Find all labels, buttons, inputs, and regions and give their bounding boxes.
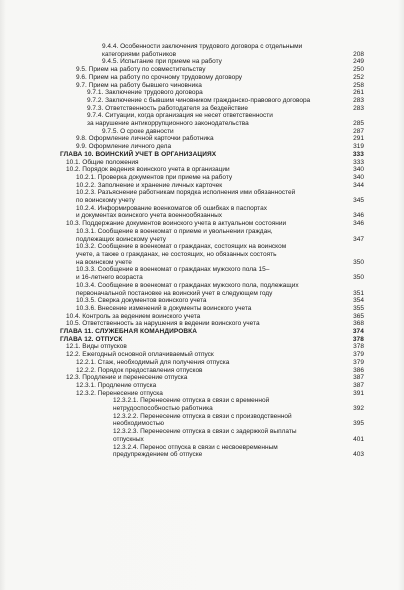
toc-chapter-heading (60, 151, 364, 159)
toc-entry-title: 9.8. Оформление личной карточки работника (76, 135, 214, 143)
toc-entry-title: 12.3.2. Перенесение отпуска (76, 389, 163, 397)
toc-entry (113, 428, 364, 443)
toc-entry (76, 243, 364, 266)
toc-entry (76, 305, 364, 313)
toc-entry-title: 10.2.4. Информирование военкоматов об ошибках в паспортах и документах воинского учета военнообязанных (76, 204, 267, 220)
toc-entry (102, 58, 364, 66)
toc-entry-title: 10.3.6. Внесение изменений в документы воинского учета (76, 304, 252, 312)
toc-page-number: 208 (353, 50, 364, 58)
toc-entry (113, 397, 364, 412)
toc-entry-title: 9.4.4. Особенности заключения трудового договора с отдельными категориями работников (102, 43, 303, 58)
toc-chapter-heading (60, 336, 364, 344)
toc-page-number: 365 (353, 312, 364, 320)
toc-entry (66, 313, 364, 321)
toc-page-number: 368 (353, 320, 364, 328)
toc-entry-title: 9.7.2. Заключение с бывшим чиновником гражданско-правового договора (87, 96, 311, 104)
toc-chapter-heading (60, 328, 364, 336)
toc-page-number: 374 (352, 328, 364, 336)
toc-entry-title: 12.2.1. Стаж, необходимый для получения отпуска (76, 358, 230, 366)
toc-page-number: 333 (352, 150, 364, 158)
toc-page-number: 386 (353, 366, 364, 374)
toc-entry-title: 9.7.1. Заключение трудового договора (87, 89, 203, 97)
toc-page-number: 285 (353, 120, 364, 128)
toc-entry (66, 166, 364, 174)
toc-entry-title: 10.2.2. Заполнение и хранение личных карточек (76, 181, 223, 189)
toc-entry-title: 12.1. Виды отпусков (66, 343, 127, 351)
toc-entry-title: 12.3.2.3. Перенесение отпуска в связи с задержкой выплаты отпускных (113, 428, 297, 443)
toc-entry (87, 105, 364, 113)
toc-entry (76, 282, 364, 297)
toc-entry (87, 89, 364, 97)
toc-entry (76, 174, 364, 182)
toc-page-number: 344 (353, 181, 364, 189)
toc-page-number: 258 (353, 81, 364, 89)
toc-entry-title: 10.1. Общие положения (66, 158, 139, 166)
toc-entry (66, 320, 364, 328)
toc-page-number: 387 (353, 381, 364, 389)
toc-page-number: 350 (353, 274, 364, 282)
toc-entry (76, 266, 364, 281)
toc-entry (113, 444, 364, 459)
toc-entry-title: 9.5. Прием на работу по совместительству (76, 66, 206, 74)
toc-page-number: 379 (353, 358, 364, 366)
toc-entry-title: 10.3.4. Сообщение в военкомат о гражданах мужского пола, подлежащих первоначальной постановке на воинский учет в следующем году (76, 281, 299, 297)
toc-entry-title: 10.2.1. Проверка документов при приеме на работу (76, 173, 233, 181)
toc-entry (76, 367, 364, 375)
toc-page-number: 347 (353, 235, 364, 243)
toc-entry-title: 9.7.4. Ситуации, когда организация не несет ответственности за нарушение антикоррупционного законодательства (87, 112, 273, 128)
toc-entry (87, 97, 364, 105)
toc-page-number: 249 (353, 58, 364, 66)
toc-page-number: 283 (353, 104, 364, 112)
toc-entry-title: 12.2. Ежегодный основной оплачиваемый отпуск (66, 351, 214, 359)
toc-entry-title: 10.2.3. Разъяснение работникам порядка исполнения ими обязанностей по воинскому учету (76, 189, 296, 205)
toc-entry-title: 12.3.1. Продление отпуска (76, 381, 157, 389)
toc-page-number: 391 (353, 389, 364, 397)
toc-entry (76, 228, 364, 243)
toc-entry-title: 10.5. Ответственность за нарушения в ведении воинского учета (66, 320, 260, 328)
toc-entry-title: ГЛАВА 12. ОТПУСК (60, 335, 123, 343)
toc-entry-title: 10.3.1. Сообщение в военкомат о приеме и увольнении граждан, подлежащих воинскому учету (76, 227, 273, 243)
toc-entry (113, 413, 364, 428)
toc-entry (66, 351, 364, 359)
toc-page-number: 287 (353, 127, 364, 135)
toc-page-number: 392 (353, 405, 364, 413)
toc-entry (76, 205, 364, 220)
toc-entry-title: 12.3.2.4. Перенос отпуска в связи с несвоевременным предупреждением об отпуске (113, 443, 278, 459)
toc-entry (66, 374, 364, 382)
toc-entry (76, 382, 364, 390)
toc-page-number: 378 (352, 335, 364, 343)
toc-page-number: 379 (353, 351, 364, 359)
toc-page-number: 401 (353, 435, 364, 443)
toc-entry (76, 143, 364, 151)
toc-page-number: 403 (353, 451, 364, 459)
toc-entry-title: 10.3.5. Сверка документов воинского учета (76, 297, 207, 305)
toc-page-number: 346 (353, 212, 364, 220)
toc-entry-title: ГЛАВА 10. ВОИНСКИЙ УЧЕТ В ОРГАНИЗАЦИЯХ (60, 150, 217, 158)
toc-entry-title: 9.6. Прием на работу по срочному трудовому договору (76, 73, 243, 81)
toc-entry-title: ГЛАВА 11. СЛУЖЕБНАЯ КОМАНДИРОВКА (60, 328, 198, 336)
toc-entry-title: 9.4.5. Испытание при приеме на работу (102, 58, 222, 66)
toc-page-number: 340 (353, 166, 364, 174)
toc-entry (102, 43, 364, 58)
toc-page-number: 378 (353, 343, 364, 351)
toc-page-number: 354 (353, 297, 364, 305)
table-of-contents (60, 43, 364, 459)
toc-entry-title: 10.3.3. Сообщение в военкомат о гражданах мужского пола 15– и 16-летнего возраста (76, 266, 270, 282)
toc-entry-title: 9.7. Прием на работу бывшего чиновника (76, 81, 202, 89)
toc-page-number: 395 (353, 420, 364, 428)
toc-page-number: 291 (353, 135, 364, 143)
toc-entry (76, 359, 364, 367)
toc-entry-title: 10.3. Поддержание документов воинского учета в актуальном состоянии (66, 220, 287, 228)
toc-page-number: 350 (353, 258, 364, 266)
toc-page-number: 340 (353, 173, 364, 181)
toc-entry-title: 12.3.2.2. Перенесение отпуска в связи с производственной необходимостью (113, 412, 292, 428)
toc-entry (76, 189, 364, 204)
toc-entry-title: 10.2. Порядок ведения воинского учета в организации (66, 166, 230, 174)
toc-page-number: 346 (353, 220, 364, 228)
toc-entry-title: 9.9. Оформление личного дела (76, 143, 172, 151)
toc-page-number: 355 (353, 304, 364, 312)
toc-page-number: 261 (353, 89, 364, 97)
toc-entry (76, 297, 364, 305)
toc-entry (66, 220, 364, 228)
toc-page-number: 333 (353, 158, 364, 166)
toc-page-number: 345 (353, 197, 364, 205)
toc-entry-title: 9.7.5. О сроке давности (102, 127, 174, 135)
toc-page-number: 252 (353, 73, 364, 81)
toc-page-number: 387 (353, 374, 364, 382)
toc-entry (66, 159, 364, 167)
toc-entry (76, 135, 364, 143)
toc-entry-title: 12.3. Продление и перенесение отпуска (66, 374, 188, 382)
toc-entry-title: 9.7.3. Ответственность работодателя за бездействие (87, 104, 249, 112)
toc-entry (66, 343, 364, 351)
toc-entry-title: 12.2.2. Порядок предоставления отпусков (76, 366, 203, 374)
toc-entry (87, 112, 364, 127)
toc-entry (76, 66, 364, 74)
toc-page-number: 283 (353, 96, 364, 104)
toc-entry (76, 74, 364, 82)
toc-entry (76, 82, 364, 90)
toc-entry-title: 10.4. Контроль за ведением воинского учета (66, 312, 201, 320)
toc-page-number: 351 (353, 289, 364, 297)
toc-page-number: 319 (353, 143, 364, 151)
toc-page-number: 250 (353, 66, 364, 74)
toc-entry-title: 12.3.2.1. Перенесение отпуска в связи с временной нетрудоспособностью работника (113, 397, 270, 413)
toc-entry-title: 10.3.2. Сообщение в военкомат о гражданах, состоящих на воинском учете, а также о гражданах, не состоящих, но обязанных состоять на воинском учете (76, 243, 287, 266)
